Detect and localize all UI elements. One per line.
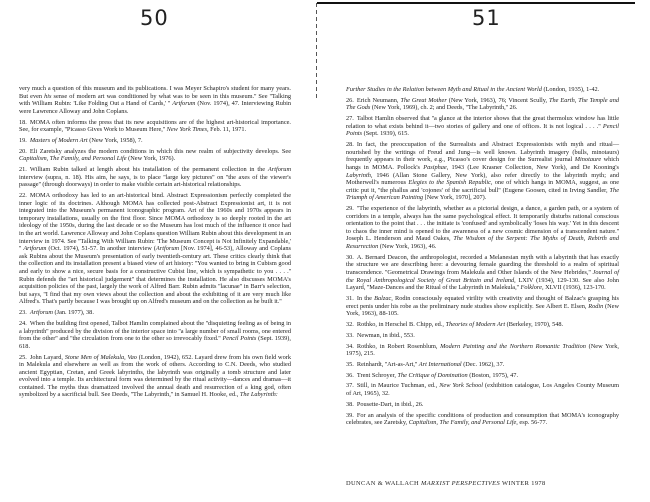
footnote-text: Reinhardt, ''Art-as-Art,'' (356, 360, 419, 368)
footnote (346, 97, 619, 112)
footnote-text: (London, 1935), 1-42. (541, 86, 600, 93)
footnote (346, 321, 619, 329)
footnote-number: 33. (346, 331, 354, 339)
citation-title: Elegies to the Spanish Republic (408, 179, 491, 187)
footnote-number: 32. (346, 320, 354, 328)
citation-title: Theories of Modern Art (445, 320, 506, 328)
footnote-text: (Berkeley, 1970), 548. (505, 320, 564, 328)
left-page (0, 0, 310, 502)
footnote-number: 39. (346, 411, 354, 419)
citation-title: Capitalism, The Family, and Personal Life (19, 155, 127, 163)
footnote-text: (New York, 1976). (126, 155, 176, 163)
citation-title: Further Studies in the Relation between Myth and Ritual in the Ancient World (346, 86, 542, 93)
footnote-text: ''The experience of the labyrinth, whether as a pictorial design, a dance, a garden path, or a system of corridors in a temple, always has the same psychological effect. It temporarily disturbs rational conscious orientation to the point that . . . the initiate is 'confused' and symbolically 'loses his way.' Yet in this descent to chaos the inner mind is opened to the awareness of a new cosmic dimension of a transcendent nature.'' Joseph L. Henderson and Maud Oakes, (346, 205, 619, 243)
footnote-number: 21. (19, 166, 27, 174)
footnote-text: , esp. 56-77. (516, 419, 548, 427)
footnote-text: , 1946 (Allan Stone Gallery, New York), also refer directly to the labyrinth myth; and Motherwell's numerous (346, 171, 619, 187)
footnote (346, 412, 619, 427)
footnote-text: In the (356, 294, 375, 302)
footnote-number: 38. (346, 400, 354, 408)
footnote-number: 20. (19, 147, 27, 155)
footnote-text: [Nov. 1974], 46-53), Alloway and Coplans ask Rubins about the Museum's presentation of early twentieth-century art. These critics clearly think that the collection and its installation present a biased view of art history: ''You wanted to bring in Cubism good and early to show a nice, secure basis for a constructive Cubist line, which is sympathetic to you . . . .'' Rubin defends the ''art historical judgement'' that determines the installation. He also discusses MOMA's acquisition policies of the past, largely the work of Alfred Barr. Rubin admits ''lacunae'' in Barr's selection, but says, ''I find that my own views about the collection and about the exhibiting of it are very much like Alfred's. That's partly because I was brought up on Alfred's museum and on the collection as he built it.'' (19, 245, 292, 306)
footnote-text: When the building first opened, Talbot Hamlin complained about the ''disquieting feeling as of being in a labyrinth'' produced by the division of the interior space into ''a large number of small rooms, one entered from the other'' and ''the circulation from one to the other so irrevocably fixed.'' (19, 319, 291, 343)
footnote-text: In fact, the preoccupation of the Surrealists and Abstract Expressionists with myth and ritual—nourished by the writings of Freud and Jung—is well known. Labyrinth imagery (bulls, minotaurs) frequently appears in their work, e.g., Picasso's cover design for the Surrealist journal (346, 141, 619, 164)
footnote-text: (New York, 1975), 215. (346, 342, 619, 358)
footnote-text: (New York, 1969), ch. 2; and Deeds, ''The Labyrinth,'' 26. (370, 104, 518, 112)
citation-title: Minotaure (574, 156, 602, 164)
footnote-text: (Oct. 1974), 51-57. In another interview ( (46, 245, 156, 253)
footer-journal: MARXIST PERSPECTIVES (421, 480, 501, 487)
footnote (346, 115, 619, 138)
citation-title: The Wisdom of the Serpent: The Myths of Death, Rebirth and Resurrection (346, 235, 619, 251)
footnote-text: (Jan. 1977), 38. (52, 309, 94, 317)
footnote (346, 361, 619, 369)
footnote (346, 343, 619, 358)
citation-title: Journal of the Royal Anthropological Society of Great Britain and Ireland (346, 269, 619, 284)
footnote (346, 254, 619, 292)
footnote-number: 28. (346, 141, 354, 149)
footnote (346, 141, 619, 202)
footnote-text: (New York, 1963), 46. (378, 243, 437, 251)
running-footer (346, 480, 546, 487)
footnote-number: 25. (19, 353, 27, 361)
footnote (346, 86, 619, 94)
footnote-text: , XLVII (1936), 123-170. (541, 284, 606, 292)
footnote-text: Trent Schroyer, (356, 371, 398, 379)
footnote-text: (New York, 1963), 88-105. (346, 302, 620, 318)
footnote-number: 19. (19, 136, 27, 144)
citation-title: Capitalism, The Family, and Personal Life (408, 419, 517, 427)
footnote-text: Eli Zaretsky analyzes the modern conditions in which this new realm of subjectivity develops. See (29, 147, 291, 155)
footnote-text: Still, in Maurice Tuchman, ed., (356, 382, 440, 390)
footnote-number: 18. (19, 118, 27, 126)
citation-title: Pencil Points (346, 122, 619, 138)
page-number: 51 (472, 6, 501, 30)
footnote-text: (New York, 1958), 7. (87, 136, 143, 144)
footnote-text: William Rubin talked at length about his installation of the permanent collection in the (29, 166, 268, 174)
footnote (19, 137, 291, 145)
footnote (19, 85, 291, 115)
footnote (19, 166, 291, 189)
citation-title: Stone Men of Malekula, Vao (64, 353, 137, 361)
footnote-text: Rothko, in Herschel B. Chipp, ed., (356, 320, 446, 328)
footnote-text: Talbot Hamlin observed that ''a glance at the interior shows that the great thermolux window has little relation to what exists behind it—two stories of gallery and one of offices. It is not logical . . . .'' (346, 115, 619, 130)
citation-title: his (44, 92, 52, 100)
footnotes (346, 86, 619, 430)
footnote (346, 401, 619, 409)
footnote-text: (Dec. 1962), 37. (461, 360, 505, 368)
footnote (19, 119, 291, 134)
footnote-text: (Boston, 1975), 47. (467, 371, 519, 379)
citation-title: New York Times (166, 126, 208, 134)
citation-title: Rodin (588, 302, 604, 310)
footnote-text: (London, 1942), 652. Layard drew from his own field work in Malekula and elsewhere as well as from the work of others. According to C.N. Deeds, who studied ancient Egyptian, Cretan, and Greek labyrinths, the labyrinth was originally a tomb structure and later evolved into a temple. Its architectural form was determined by the ritual activity—dances and dramas—it contained. The myths thus dramatized involved the annual death and resurrection of a king god, often symbolized by a sacrificial bull. See Deeds, ''The Labyrinth,'' in Samuel H. Hooke, ed., (19, 353, 291, 399)
citation-title: The Great Mother (400, 96, 447, 104)
footnotes (19, 85, 291, 402)
footnote-text: , Feb. 11, 1971. (207, 126, 247, 134)
footnote (346, 332, 619, 340)
citation-title: The Critique of Domination (397, 371, 468, 379)
footnote-text: MOMA often informs the press that its new acquisitions are of the highest art-historical importance. See, for example, ''Picasso Gives Work to Museum Here,'' (19, 118, 291, 134)
footnote-text: interview (supra, n. 18). His aim, he says, is to place ''large key pictures'' on ''the axes of the viewer's passage'' (through doorways) in order to make visible certain art-historical relationships. (19, 173, 291, 189)
footnote-text: , one of which hangs in MOMA, suggest, as one critic put it, ''the phallus and 'cojones' of the sacrificial bull'' (Eugene Goosen, cited in Irving Sandler, (346, 179, 619, 194)
footnote-number: 26. (346, 96, 354, 104)
footnote-text: which hangs in MOMA. Pollock's (346, 156, 620, 171)
footnote-number: 34. (346, 342, 354, 350)
citation-title: Artforum (29, 309, 53, 317)
citation-title: Artforum (172, 100, 196, 108)
citation-title: Pasiphae (423, 163, 447, 171)
footnote-number: 35. (346, 360, 354, 368)
footnote-text: Pousette-Dart, in ibid., 26. (356, 400, 424, 408)
footnote-number: 30. (346, 253, 354, 261)
footnote-text: very much a question of this museum and its publications. I was Meyer Schapiro's student for many years. But even (19, 85, 291, 100)
footnote (19, 320, 291, 350)
footnote-text: (Sept. 1939), 618. (19, 335, 291, 350)
citation-title: Modern Painting and the Northern Romantic Tradition (440, 342, 586, 350)
footnote-text: [New York, 1970], 207). (423, 194, 487, 202)
footnote-text: , 1943 (Lee Krasner Collection, New York), and De Kooning's (446, 163, 619, 171)
citation-title: The Earth, The Temple and The Gods (346, 96, 619, 112)
footnote-text: John Layard, (29, 353, 65, 361)
footnote (346, 382, 619, 397)
citation-title: Labyrinth (346, 171, 371, 179)
citation-title: The Triumph of American Painting (346, 186, 619, 202)
footnote-number: 37. (346, 382, 354, 390)
footnote (346, 372, 619, 380)
footnote-number: 27. (346, 115, 354, 123)
footer-issue: WINTER 1978 (501, 480, 546, 487)
footnote-number: 23. (19, 309, 27, 317)
footnote-number: 31. (346, 294, 354, 302)
footnote-number: 22. (19, 192, 27, 200)
footnote (19, 309, 291, 317)
footnote-text: Erich Neumann, (356, 96, 401, 104)
footnote (19, 354, 291, 400)
citation-title: Pencil Points (222, 335, 257, 343)
footnote-number: 24. (19, 319, 27, 327)
citation-title: Artforum (267, 166, 291, 174)
footnote-text: sense of modern art was conditioned by what was to be seen in this museum.'' See ''Talking with William Rubin: 'Like Folding Out a Hand of Cards,' '' (19, 92, 291, 108)
footnote (19, 192, 291, 306)
footer-authors: DUNCAN & WALLACH (346, 480, 420, 487)
citation-title: Art International (418, 360, 462, 368)
footnote (346, 205, 619, 251)
footnote-text: Rothko, in Robert Rosenblum, (356, 342, 441, 350)
footnote (346, 295, 619, 318)
footnote (19, 148, 291, 163)
citation-title: The Labyrinth: (239, 391, 278, 399)
citation-title: New York School (439, 382, 483, 390)
footnote-number: 36. (346, 371, 354, 379)
citation-title: Folklore (520, 284, 542, 292)
footnote-text: (exhibition catalogue, Los Angeles County Museum of Art, 1965), 32. (346, 382, 619, 398)
footnote-text: Newman, in ibid., 553. (356, 331, 415, 339)
footnote-text: (Sept. 1939), 615. (362, 130, 409, 138)
citation-title: Artforum (23, 245, 47, 253)
right-page (325, 0, 650, 502)
citation-title: Masters of Modern Art (29, 136, 88, 144)
footnote-text: (New York, 1963), 76; Vincent Scully, (446, 96, 550, 104)
footnote-text: For an analysis of the specific conditions of production and consumption that MOMA's iconography celebrates, see Zaretsky, (346, 411, 619, 427)
footnote-text: , LXIV (1934), 129-130. See also John Layard, ''Maze-Dances and the Ritual of the Labyrinth in Malekula,'' (346, 276, 619, 292)
footnote-text: MOMA orthodoxy has led to an art-historical bind. Abstract Expressionism perfectly completed the inner logic of its doctrines. Although MOMA has collected post-Abstract Expressionist art, it is not integrated into the Museum's permanent iconographic program. Art of the 1960s and 1970s appears in temporary installations, usually on the first floor. Since MOMA orthodoxy is so deeply rooted in the art ideology of the 1950s, during the last decade or so the Museum has lost much of the influence it once had in the art world. Lawrence Alloway and John Coplans question William Rubin about this development in an interview in 1974. See ''Talking With William Rubin: 'The Museum Concept is Not Infinitely Expandable,' '' (19, 192, 291, 253)
footnote-text: (Nov. 1974), 47. Interviewing Rubin were Lawrence Alloway and John Coplans. (19, 100, 291, 115)
footnote-text: A. Bernard Deacon, the anthropologist, recorded a Melanesian myth with a labyrinth that has exactly the structure we are describing here: a devouring female guarding the threshold to a realm of spiritual transcendence. ''Geometrical Drawings from Malekula and Other Islands of the New Hebrides,'' (346, 253, 619, 276)
gutter-divider (316, 3, 317, 98)
citation-title: Artforum (155, 245, 180, 253)
footnote-text: , Rodin consciously equated virility with creativity and thought of Balzac's grasping his erect penis under his robe as the preliminary nude studies show explicitly. See Albert E. Elsen, (346, 294, 620, 310)
page-number: 50 (140, 6, 169, 30)
citation-title: Balzac (374, 294, 392, 302)
footnote-number: 29. (346, 205, 354, 213)
